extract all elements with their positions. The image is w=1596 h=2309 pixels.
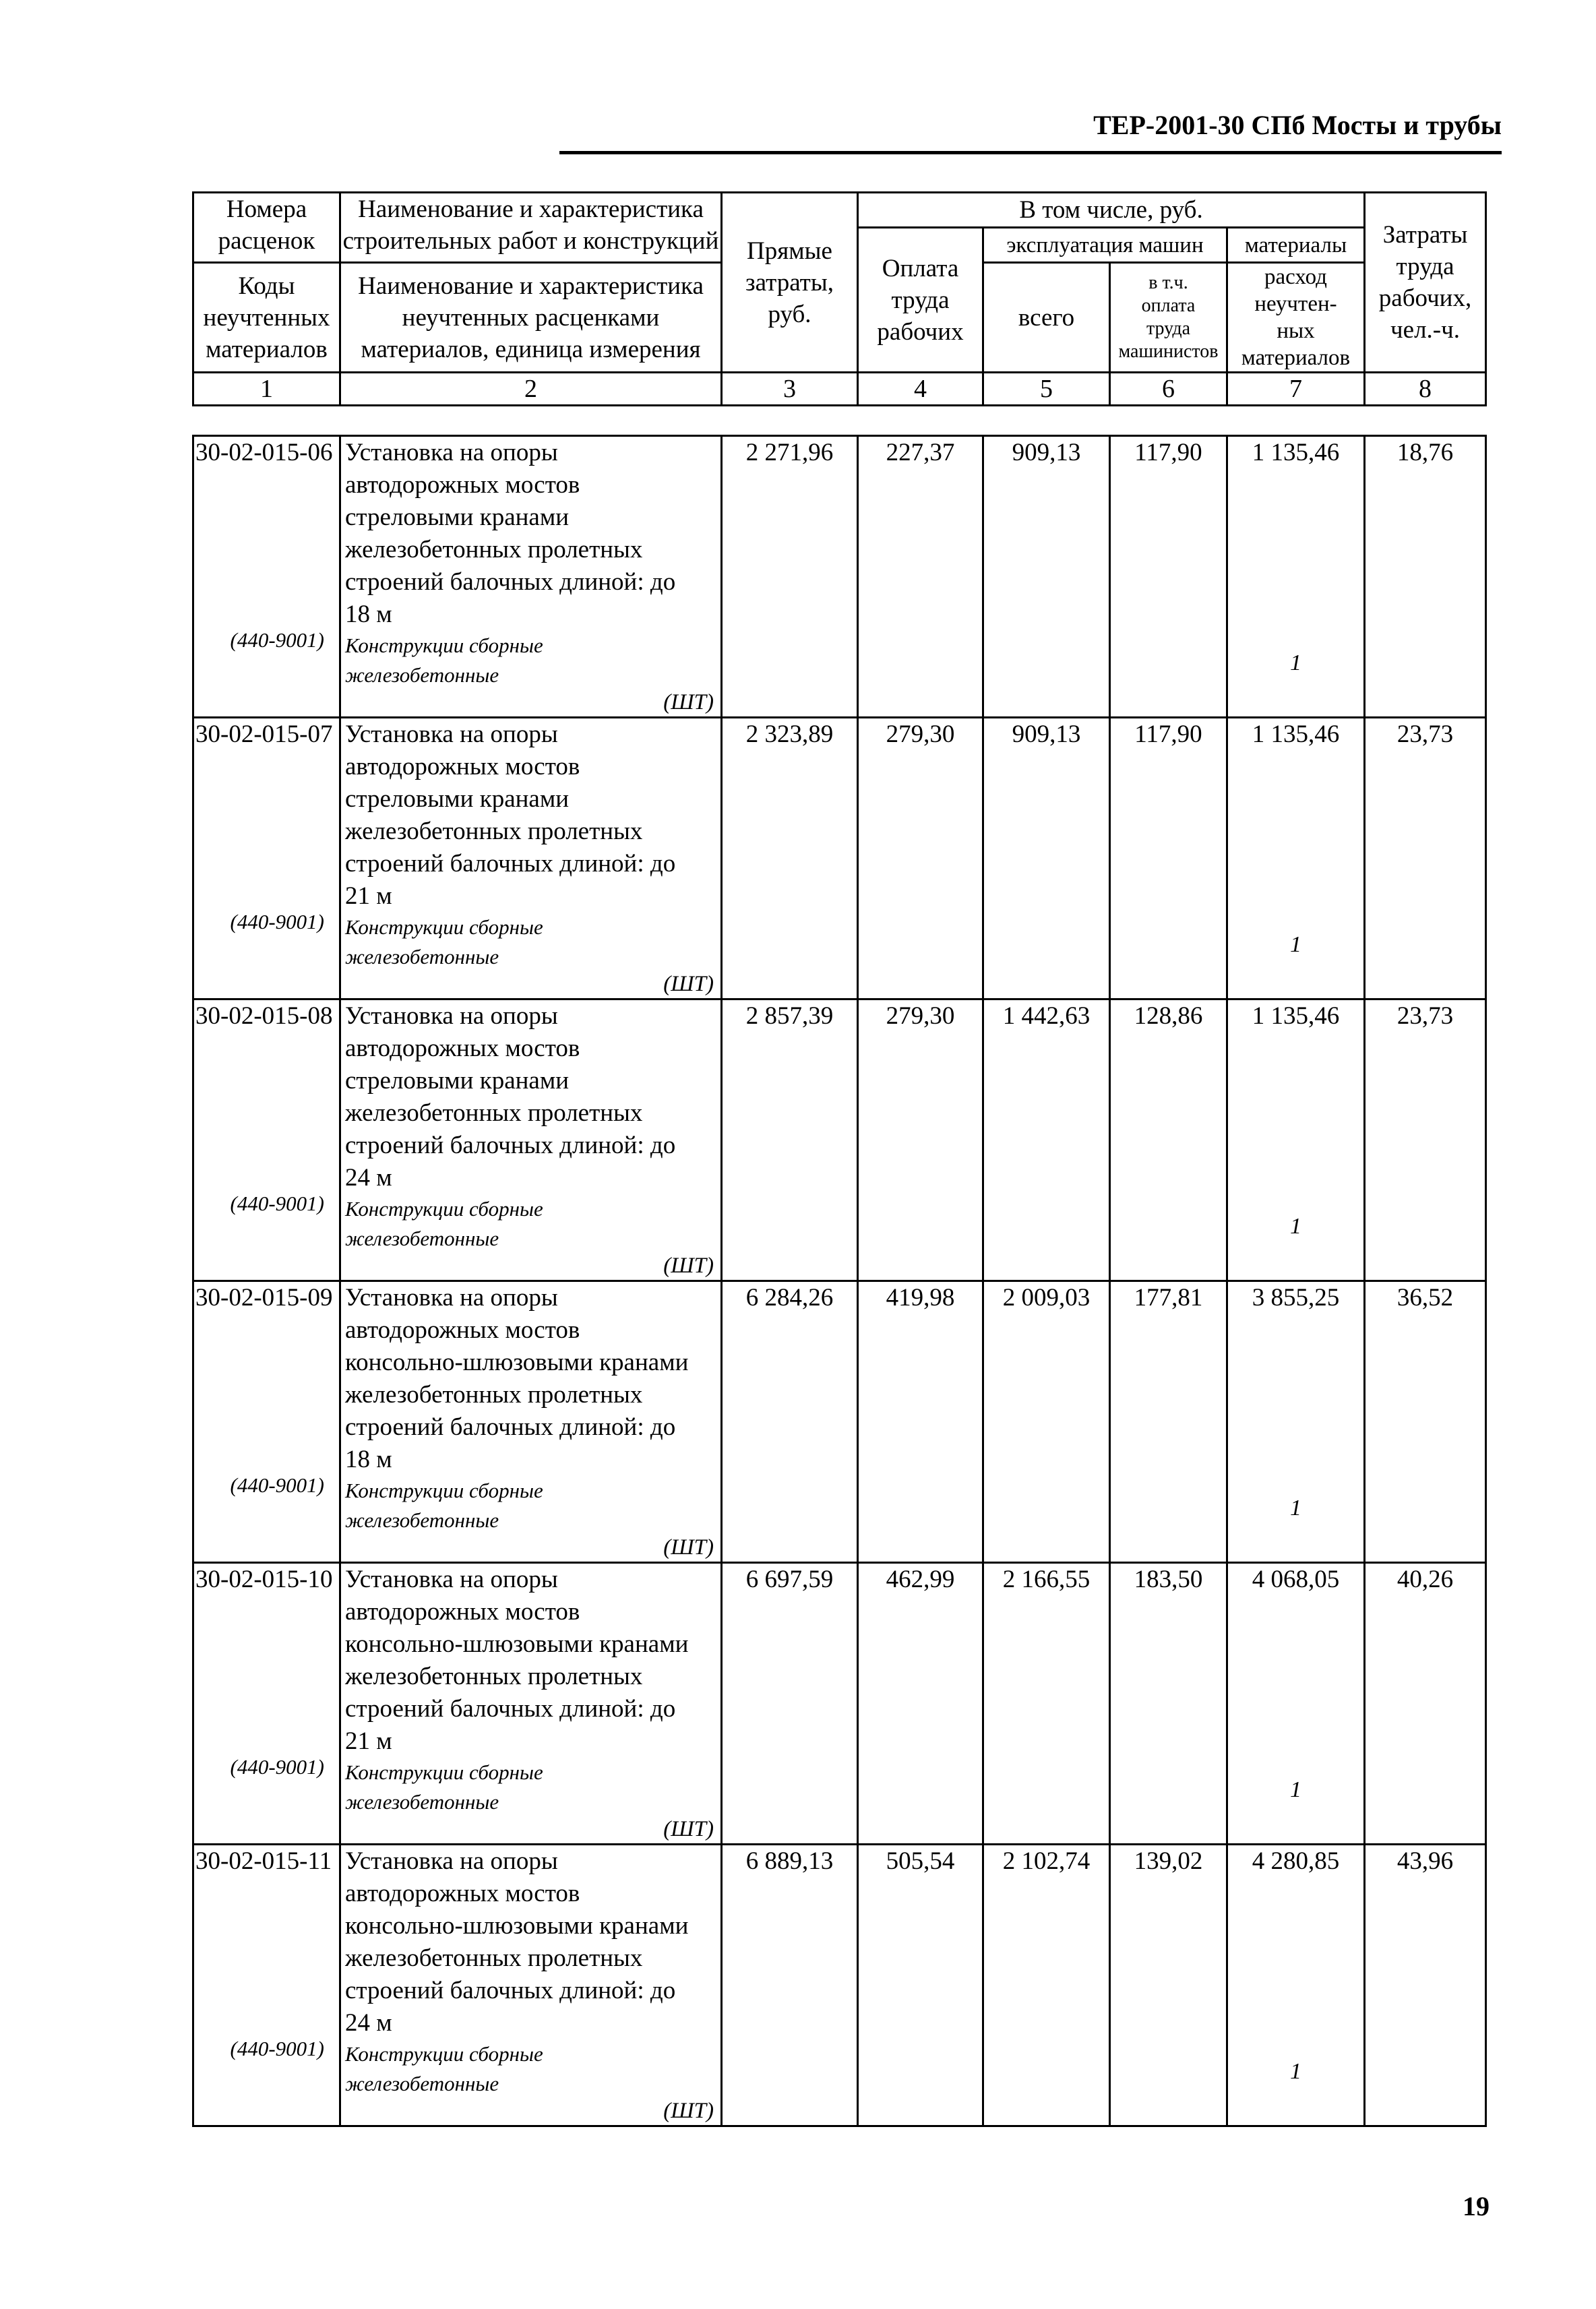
rate-description-line: консольно-шлюзовыми кранами <box>345 1912 689 1940</box>
unit-label: (ШТ) <box>663 972 714 996</box>
head-col4: Оплата труда рабочих <box>858 228 983 373</box>
rate-code: 30-02-015-09 <box>195 1284 333 1312</box>
rate-description-line: железобетонных пролетных <box>345 1099 643 1127</box>
code-cell <box>193 999 340 1281</box>
materials-cost: 4 280,85 <box>1252 1847 1340 1875</box>
description-cell <box>340 1281 722 1563</box>
header-rule <box>559 151 1502 154</box>
rate-code: 30-02-015-06 <box>195 439 333 466</box>
head-col1-bottom: Коды неучтенных материалов <box>193 263 340 373</box>
rate-description-line: автодорожных мостов <box>345 1316 580 1344</box>
unit-label: (ШТ) <box>663 690 714 714</box>
material-name-line: Конструкции сборные <box>345 915 543 939</box>
table-row <box>193 1563 1486 1845</box>
description-cell <box>340 436 722 718</box>
code-cell <box>193 1281 340 1563</box>
rate-description-line: 24 м <box>345 1164 392 1192</box>
unit-label: (ШТ) <box>663 1535 714 1560</box>
rate-description-line: железобетонных пролетных <box>345 536 643 563</box>
rate-description-line: автодорожных мостов <box>345 1035 580 1062</box>
labor-hours: 23,73 <box>1365 999 1486 1281</box>
rate-description-line: автодорожных мостов <box>345 1880 580 1907</box>
labor-cost: 279,30 <box>858 718 983 999</box>
table-row <box>193 999 1486 1281</box>
material-name-line: железобетонные <box>345 2072 499 2095</box>
rate-description-line: консольно-шлюзовыми кранами <box>345 1630 689 1658</box>
materials-cost: 1 135,46 <box>1252 1002 1340 1030</box>
labor-cost: 462,99 <box>858 1563 983 1845</box>
code-cell <box>193 1845 340 2126</box>
material-code: (440-9001) <box>230 1473 324 1497</box>
description-cell <box>340 1563 722 1845</box>
table-row <box>193 1281 1486 1563</box>
rate-description-line: строений балочных длиной: до <box>345 850 676 878</box>
materials-cell <box>1227 1281 1365 1563</box>
machine-cost-total: 2 102,74 <box>983 1845 1110 2126</box>
rates-table <box>192 435 1487 2127</box>
rate-description-line: 24 м <box>345 2009 392 2037</box>
machine-operator-cost: 183,50 <box>1110 1563 1227 1845</box>
col-number: 7 <box>1227 373 1365 406</box>
machine-operator-cost: 117,90 <box>1110 436 1227 718</box>
rate-description-line: строений балочных длиной: до <box>345 1413 676 1441</box>
col-number: 6 <box>1110 373 1227 406</box>
rate-description-line: железобетонных пролетных <box>345 1663 643 1690</box>
material-name-line: Конструкции сборные <box>345 2042 543 2066</box>
page-number: 19 <box>1463 2191 1490 2221</box>
material-code: (440-9001) <box>230 910 324 933</box>
rate-description-line: 21 м <box>345 1727 392 1755</box>
direct-cost: 2 323,89 <box>722 718 858 999</box>
labor-hours: 18,76 <box>1365 436 1486 718</box>
head-col2-top: Наименование и характеристика строительных работ и конструкций <box>340 193 722 263</box>
materials-cost: 3 855,25 <box>1252 1284 1340 1312</box>
rate-code: 30-02-015-10 <box>195 1566 333 1593</box>
direct-cost: 2 857,39 <box>722 999 858 1281</box>
table-header <box>192 191 1487 406</box>
rate-description-line: стреловыми кранами <box>345 503 570 531</box>
head-col2-bottom: Наименование и характеристика неучтенных расценками материалов, единица измерения <box>340 263 722 373</box>
rate-description-line: железобетонных пролетных <box>345 1381 643 1409</box>
material-name-line: Конструкции сборные <box>345 1197 543 1221</box>
rate-description-line: Установка на опоры <box>345 1566 558 1593</box>
materials-cell <box>1227 1563 1365 1845</box>
material-code: (440-9001) <box>230 2037 324 2060</box>
labor-cost: 505,54 <box>858 1845 983 2126</box>
rate-description-line: Установка на опоры <box>345 439 558 466</box>
material-quantity: 1 <box>1290 2059 1301 2084</box>
materials-cell <box>1227 1845 1365 2126</box>
description-cell <box>340 1845 722 2126</box>
rate-description-line: строений балочных длиной: до <box>345 1977 676 2004</box>
material-quantity: 1 <box>1290 1496 1301 1520</box>
labor-cost: 227,37 <box>858 436 983 718</box>
material-name-line: железобетонные <box>345 1227 499 1250</box>
material-name-line: Конструкции сборные <box>345 1479 543 1502</box>
material-name-line: железобетонные <box>345 945 499 968</box>
head-col6: в т.ч. оплата труда машинистов <box>1110 263 1227 373</box>
rate-description-line: Установка на опоры <box>345 1284 558 1312</box>
head-col5: всего <box>983 263 1110 373</box>
rate-description-line: строений балочных длиной: до <box>345 568 676 596</box>
machine-operator-cost: 117,90 <box>1110 718 1227 999</box>
direct-cost: 6 889,13 <box>722 1845 858 2126</box>
document-title: ТЕР-2001-30 СПб Мосты и трубы <box>1093 110 1502 140</box>
material-quantity: 1 <box>1290 650 1301 675</box>
head-col7: расход неучтен- ных материалов <box>1227 263 1365 373</box>
code-cell <box>193 718 340 999</box>
table-row <box>193 436 1486 718</box>
rate-description-line: автодорожных мостов <box>345 471 580 499</box>
rate-description-line: автодорожных мостов <box>345 1598 580 1626</box>
machine-cost-total: 909,13 <box>983 436 1110 718</box>
rate-description-line: строений балочных длиной: до <box>345 1695 676 1723</box>
labor-hours: 40,26 <box>1365 1563 1486 1845</box>
direct-cost: 2 271,96 <box>722 436 858 718</box>
material-code: (440-9001) <box>230 1755 324 1779</box>
rate-description-line: Установка на опоры <box>345 720 558 748</box>
unit-label: (ШТ) <box>663 1817 714 1841</box>
labor-hours: 36,52 <box>1365 1281 1486 1563</box>
col-number: 2 <box>340 373 722 406</box>
unit-label: (ШТ) <box>663 1254 714 1278</box>
head-materials: материалы <box>1227 228 1365 263</box>
rate-code: 30-02-015-08 <box>195 1002 333 1030</box>
material-name-line: Конструкции сборные <box>345 1760 543 1784</box>
rate-description-line: стреловыми кранами <box>345 785 570 813</box>
machine-cost-total: 2 009,03 <box>983 1281 1110 1563</box>
labor-cost: 279,30 <box>858 999 983 1281</box>
rate-code: 30-02-015-11 <box>195 1847 332 1875</box>
table-row <box>193 718 1486 999</box>
material-quantity: 1 <box>1290 1214 1301 1239</box>
rate-description-line: консольно-шлюзовыми кранами <box>345 1349 689 1376</box>
rate-description-line: железобетонных пролетных <box>345 818 643 845</box>
materials-cost: 1 135,46 <box>1252 439 1340 466</box>
code-cell <box>193 1563 340 1845</box>
unit-label: (ШТ) <box>663 2099 714 2123</box>
rate-code: 30-02-015-07 <box>195 720 333 748</box>
machine-operator-cost: 128,86 <box>1110 999 1227 1281</box>
head-col3: Прямые затраты, руб. <box>722 193 858 373</box>
rate-description-line: Установка на опоры <box>345 1847 558 1875</box>
col-number: 5 <box>983 373 1110 406</box>
rate-description-line: 18 м <box>345 601 392 628</box>
material-name-line: Конструкции сборные <box>345 634 543 657</box>
material-name-line: железобетонные <box>345 1508 499 1532</box>
materials-cell <box>1227 436 1365 718</box>
head-machines: эксплуатация машин <box>983 228 1227 263</box>
description-cell <box>340 999 722 1281</box>
code-cell <box>193 436 340 718</box>
rate-description-line: автодорожных мостов <box>345 753 580 780</box>
col-number: 8 <box>1365 373 1486 406</box>
rate-description-line: строений балочных длиной: до <box>345 1132 676 1159</box>
machine-cost-total: 2 166,55 <box>983 1563 1110 1845</box>
materials-cost: 1 135,46 <box>1252 720 1340 748</box>
rate-description-line: стреловыми кранами <box>345 1067 570 1095</box>
materials-cell <box>1227 999 1365 1281</box>
labor-hours: 23,73 <box>1365 718 1486 999</box>
rate-description-line: Установка на опоры <box>345 1002 558 1030</box>
table-row <box>193 1845 1486 2126</box>
machine-cost-total: 1 442,63 <box>983 999 1110 1281</box>
labor-hours: 43,96 <box>1365 1845 1486 2126</box>
direct-cost: 6 697,59 <box>722 1563 858 1845</box>
direct-cost: 6 284,26 <box>722 1281 858 1563</box>
materials-cell <box>1227 718 1365 999</box>
col-number: 1 <box>193 373 340 406</box>
material-quantity: 1 <box>1290 1777 1301 1802</box>
labor-cost: 419,98 <box>858 1281 983 1563</box>
rate-description-line: 18 м <box>345 1446 392 1473</box>
materials-cost: 4 068,05 <box>1252 1566 1340 1593</box>
head-col8: Затраты труда рабочих, чел.-ч. <box>1365 193 1486 373</box>
material-code: (440-9001) <box>230 628 324 652</box>
rate-description-line: 21 м <box>345 882 392 910</box>
material-quantity: 1 <box>1290 932 1301 957</box>
head-incl: В том числе, руб. <box>858 193 1365 228</box>
material-code: (440-9001) <box>230 1192 324 1215</box>
material-name-line: железобетонные <box>345 663 499 687</box>
machine-cost-total: 909,13 <box>983 718 1110 999</box>
description-cell <box>340 718 722 999</box>
head-col1-top: Номера расценок <box>193 193 340 263</box>
machine-operator-cost: 139,02 <box>1110 1845 1227 2126</box>
rate-description-line: железобетонных пролетных <box>345 1944 643 1972</box>
col-number: 4 <box>858 373 983 406</box>
material-name-line: железобетонные <box>345 1790 499 1814</box>
machine-operator-cost: 177,81 <box>1110 1281 1227 1563</box>
col-number: 3 <box>722 373 858 406</box>
